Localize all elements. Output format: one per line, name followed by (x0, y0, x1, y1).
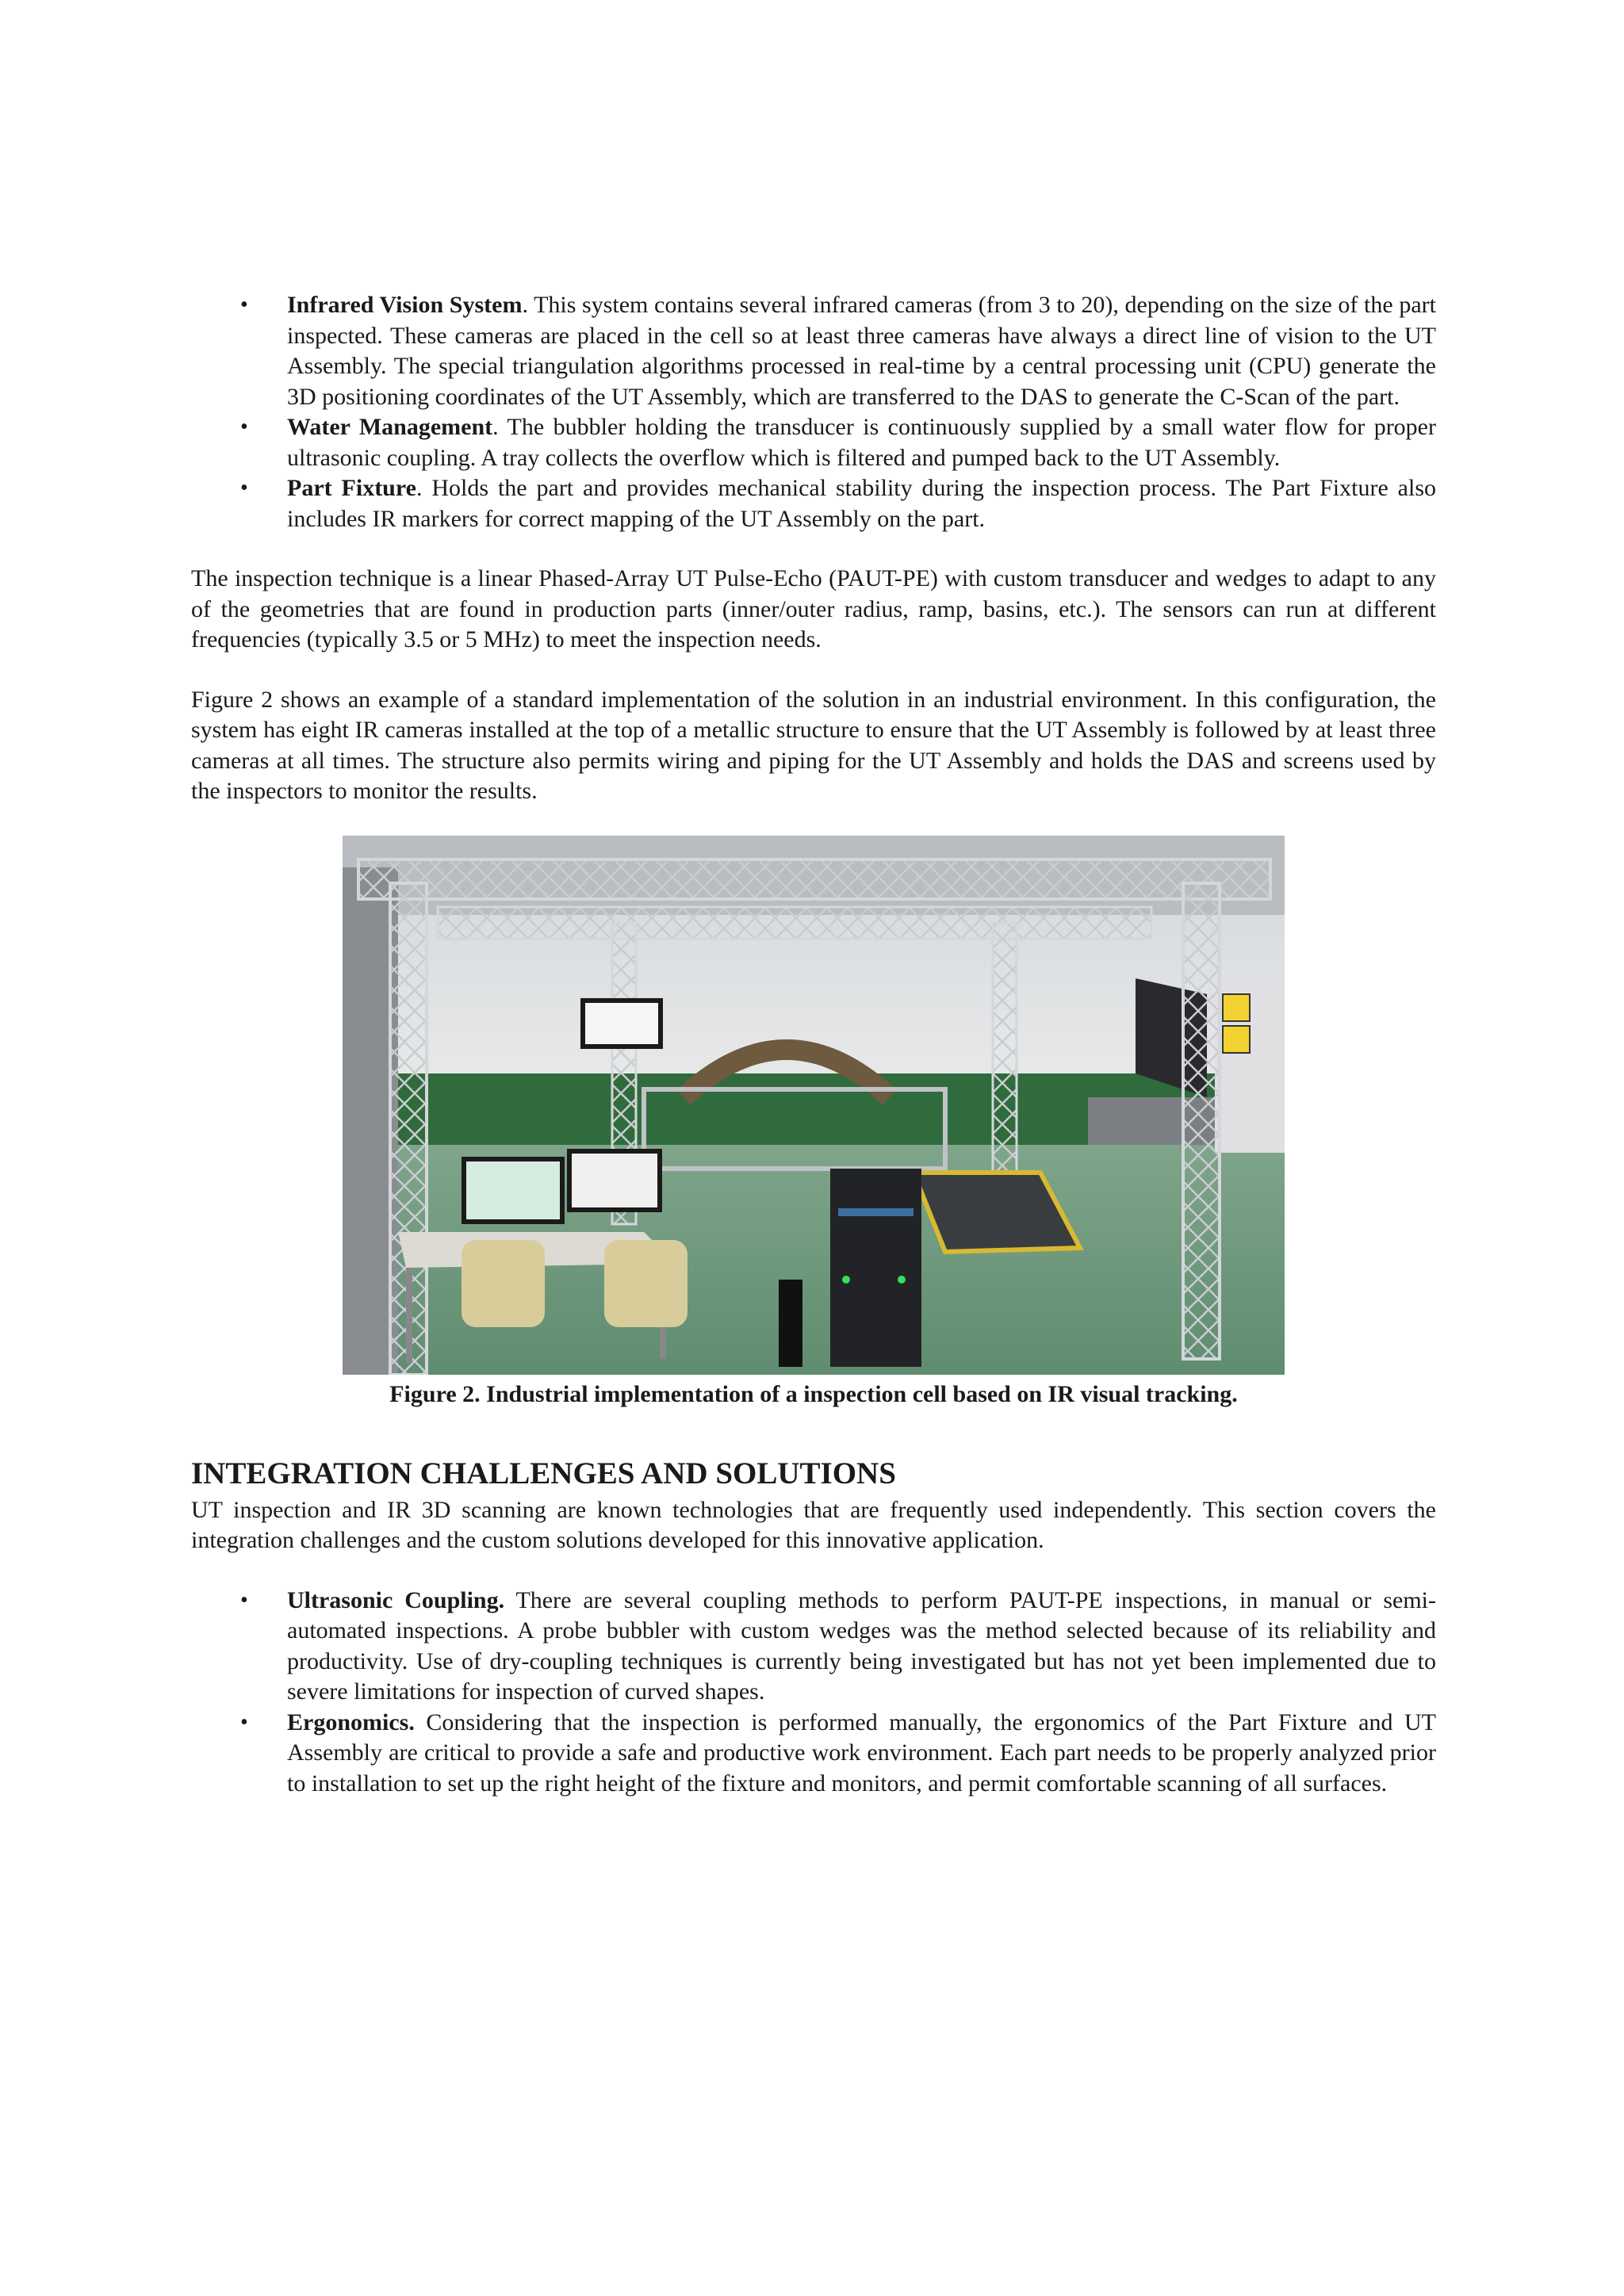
bullet-icon: • (240, 476, 248, 500)
bullet-icon: • (240, 415, 248, 439)
list-item (191, 1708, 1436, 1800)
system-components-list (191, 290, 1436, 534)
bullet-term: Water Management (287, 414, 493, 440)
section-heading: INTEGRATION CHALLENGES AND SOLUTIONS (191, 1456, 896, 1490)
bullet-icon: • (240, 293, 248, 317)
list-item (191, 473, 1436, 534)
bullet-term: Ultrasonic Coupling. (287, 1586, 505, 1613)
bullet-term: Part Fixture (287, 475, 416, 501)
bullet-icon: • (240, 1709, 248, 1735)
bullet-icon: • (240, 1587, 248, 1613)
list-item (191, 1586, 1436, 1708)
challenges-list (191, 1586, 1436, 1800)
bullet-term: Infrared Vision System (287, 292, 523, 318)
list-item (191, 412, 1436, 473)
paragraph-integration-intro: UT inspection and IR 3D scanning are known technologies that are frequently used independently. This section covers the integration challenges and the custom solutions developed for this innovative application. (191, 1496, 1436, 1553)
inspection-cell-photo (343, 836, 1285, 1375)
figure-caption: Figure 2. Industrial implementation of a inspection cell based on IR visual tracking. (389, 1380, 1238, 1407)
page-content (191, 290, 1436, 1799)
paragraph-inspection-technique: The inspection technique is a linear Phased-Array UT Pulse-Echo (PAUT-PE) with custom transducer and wedges to adapt to any of the geometries that are found in production parts (inner/outer radius, ramp, basins, etc.). The sensors can run at different frequencies (typically 3.5 or 5 MHz) to meet the inspection needs. (191, 565, 1436, 652)
list-item (191, 290, 1436, 412)
bullet-term: Ergonomics. (287, 1709, 415, 1735)
bullet-text: Considering that the inspection is performed manually, the ergonomics of the Part Fixture and UT Assembly are critical to provide a safe and productive work environment. Each part needs to be properly analyzed prior to installation to set up the right height of the fixture and monitors, and permit comfortable scanning of all surfaces. (287, 1709, 1436, 1797)
figure-2 (191, 836, 1436, 1410)
bullet-text: . The bubbler holding the transducer is continuously supplied by a small water flow for proper ultrasonic coupling. A tray collects the overflow which is filtered and pumped back to the UT Assembly. (287, 414, 1436, 471)
figure-photo (343, 836, 1285, 1375)
bullet-text: There are several coupling methods to perform PAUT-PE inspections, in manual or semi-automated inspections. A probe bubbler with custom wedges was the method selected because of its reliability and productivity. Use of dry-coupling techniques is currently being investigated but has not yet been implemented due to severe limitations for inspection of curved shapes. (287, 1586, 1436, 1705)
bullet-text: . Holds the part and provides mechanical stability during the inspection process. The Part Fixture also includes IR markers for correct mapping of the UT Assembly on the part. (287, 475, 1436, 532)
paragraph-figure-reference: Figure 2 shows an example of a standard implementation of the solution in an industrial environment. In this configuration, the system has eight IR cameras installed at the top of a metallic structure to ensure that the UT Assembly is followed by at least three cameras at all times. The structure also permits wiring and piping for the UT Assembly and holds the DAS and screens used by the inspectors to monitor the results. (191, 686, 1436, 804)
bullet-text: . This system contains several infrared cameras (from 3 to 20), depending on the size of the part inspected. These cameras are placed in the cell so at least three cameras have always a direct line of vision to the UT Assembly. The special triangulation algorithms processed in real-time by a central processing unit (CPU) generate the 3D positioning coordinates of the UT Assembly, which are transferred to the DAS to generate the C-Scan of the part. (287, 292, 1436, 410)
